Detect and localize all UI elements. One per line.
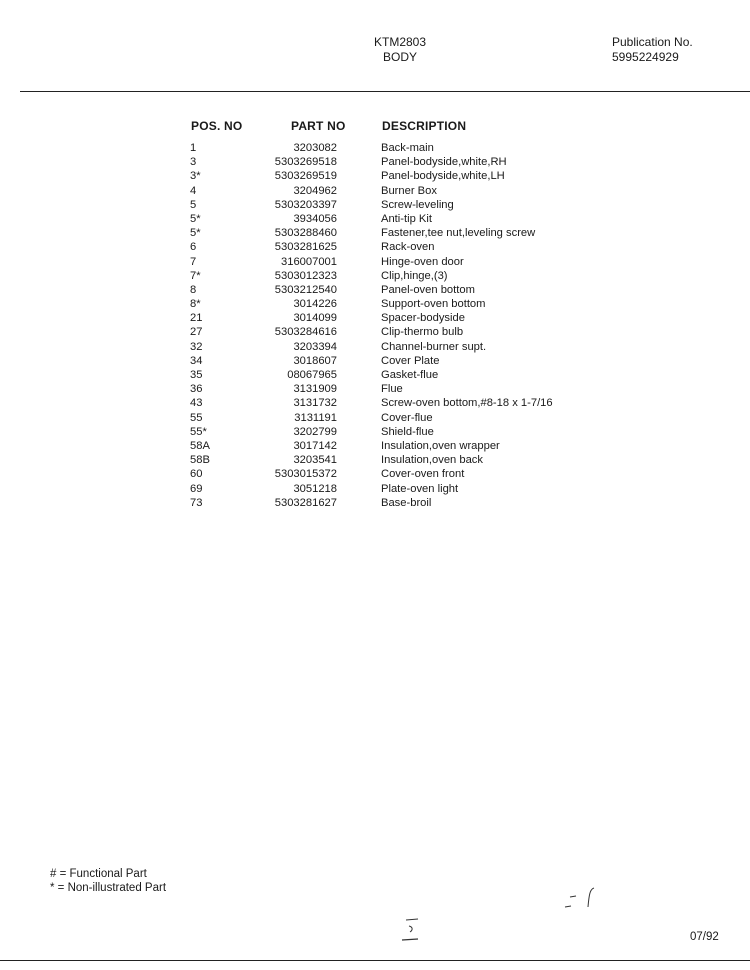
pos-cell: 43 bbox=[190, 397, 203, 410]
table-row bbox=[190, 467, 610, 481]
pos-cell: 4 bbox=[190, 184, 197, 197]
description-cell: Screw-leveling bbox=[381, 198, 454, 211]
table-row bbox=[190, 155, 610, 169]
part-number-cell: 5303288460 bbox=[274, 227, 337, 240]
part-number-cell: 5303269519 bbox=[274, 170, 337, 183]
header-divider bbox=[20, 91, 750, 92]
part-number-cell: 3203082 bbox=[293, 142, 337, 154]
table-row bbox=[190, 212, 610, 226]
part-number-cell: 5303015372 bbox=[274, 468, 337, 481]
column-header-part: PART NO bbox=[291, 119, 346, 133]
pos-cell: 5* bbox=[190, 227, 201, 240]
description-cell: Base-broil bbox=[381, 496, 432, 509]
pos-cell: 5* bbox=[190, 212, 201, 225]
table-row bbox=[190, 169, 610, 183]
part-number-cell: 5303281627 bbox=[274, 496, 337, 509]
pos-cell: 35 bbox=[190, 369, 203, 381]
description-cell: Back-main bbox=[381, 142, 434, 154]
table-row bbox=[190, 425, 610, 439]
description-cell: Cover Plate bbox=[381, 354, 440, 367]
scan-mark-right bbox=[562, 885, 602, 915]
description-cell: Insulation,oven wrapper bbox=[381, 439, 500, 452]
pos-cell: 73 bbox=[190, 496, 203, 509]
part-number-cell: 3203541 bbox=[293, 454, 337, 467]
pos-cell: 7 bbox=[190, 255, 197, 268]
description-cell: Hinge-oven door bbox=[381, 255, 464, 268]
footer-date: 07/92 bbox=[690, 931, 719, 943]
part-number-cell: 5303203397 bbox=[274, 198, 337, 211]
table-row bbox=[190, 482, 610, 496]
pos-cell: 58B bbox=[190, 454, 210, 467]
table-row bbox=[190, 198, 610, 212]
table-row bbox=[190, 283, 610, 297]
table-row bbox=[190, 325, 610, 339]
pos-cell: 55* bbox=[190, 425, 207, 438]
part-number-cell: 3203394 bbox=[293, 340, 337, 353]
table-row bbox=[190, 453, 610, 467]
part-number-cell: 3017142 bbox=[293, 439, 337, 452]
table-row bbox=[190, 368, 610, 382]
pos-cell: 60 bbox=[190, 468, 203, 481]
pos-cell: 3 bbox=[190, 156, 197, 169]
description-cell: Anti-tip Kit bbox=[381, 212, 432, 225]
section-title: BODY bbox=[382, 50, 417, 64]
pos-cell: 27 bbox=[190, 326, 203, 339]
pos-cell: 34 bbox=[190, 354, 203, 367]
description-cell: Insulation,oven back bbox=[381, 454, 483, 467]
part-number-cell: 5303012323 bbox=[274, 269, 337, 282]
parts-table bbox=[190, 141, 610, 510]
scan-mark-left bbox=[398, 915, 424, 943]
pos-cell: 8* bbox=[190, 298, 201, 311]
pos-cell: 58A bbox=[190, 439, 210, 452]
header-model-block bbox=[340, 35, 460, 65]
table-row bbox=[190, 496, 610, 510]
table-row bbox=[190, 141, 610, 155]
part-number-cell: 3014226 bbox=[293, 298, 337, 311]
table-row bbox=[190, 439, 610, 453]
part-number-cell: 5303212540 bbox=[274, 283, 337, 296]
part-number-cell: 5303284616 bbox=[274, 326, 337, 339]
model-number: KTM2803 bbox=[373, 35, 427, 49]
table-row bbox=[190, 184, 610, 198]
table-row bbox=[190, 240, 610, 254]
description-cell: Cover-flue bbox=[381, 411, 433, 424]
column-header-pos: POS. NO bbox=[191, 119, 243, 133]
publication-block bbox=[612, 35, 693, 65]
publication-number: 5995224929 bbox=[612, 50, 679, 64]
description-cell: Panel-bodyside,white,LH bbox=[381, 170, 505, 183]
pos-cell: 55 bbox=[190, 411, 203, 424]
part-number-cell: 316007001 bbox=[281, 255, 337, 268]
part-number-cell: 08067965 bbox=[287, 369, 337, 381]
part-number-cell: 3131191 bbox=[294, 411, 337, 424]
description-cell: Fastener,tee nut,leveling screw bbox=[381, 227, 536, 240]
pos-cell: 8 bbox=[190, 283, 197, 296]
description-cell: Plate-oven light bbox=[381, 482, 459, 495]
pos-cell: 32 bbox=[190, 340, 203, 353]
footer-divider bbox=[0, 960, 750, 961]
description-cell: Screw-oven bottom,#8-18 x 1-7/16 bbox=[381, 397, 553, 410]
table-row bbox=[190, 382, 610, 396]
part-number-cell: 5303269518 bbox=[274, 156, 337, 169]
description-cell: Rack-oven bbox=[381, 241, 435, 254]
part-number-cell: 3131909 bbox=[293, 383, 337, 396]
part-number-cell: 3014099 bbox=[293, 312, 337, 325]
table-row bbox=[190, 255, 610, 269]
publication-label: Publication No. bbox=[612, 35, 693, 49]
description-cell: Channel-burner supt. bbox=[381, 340, 487, 353]
part-number-cell: 3202799 bbox=[293, 425, 337, 438]
part-number-cell: 3051218 bbox=[293, 482, 337, 495]
pos-cell: 1 bbox=[190, 142, 197, 154]
table-row bbox=[190, 396, 610, 410]
description-cell: Cover-oven front bbox=[381, 468, 465, 481]
description-cell: Flue bbox=[381, 383, 403, 396]
pos-cell: 36 bbox=[190, 383, 203, 396]
description-cell: Panel-oven bottom bbox=[381, 283, 475, 296]
part-number-cell: 3131732 bbox=[293, 397, 337, 410]
description-cell: Gasket-flue bbox=[381, 369, 439, 381]
table-row bbox=[190, 340, 610, 354]
description-cell: Panel-bodyside,white,RH bbox=[381, 156, 507, 169]
table-row bbox=[190, 269, 610, 283]
pos-cell: 7* bbox=[190, 269, 201, 282]
pos-cell: 21 bbox=[190, 312, 203, 325]
part-number-cell: 3018607 bbox=[293, 354, 337, 367]
description-cell: Clip-thermo bulb bbox=[381, 326, 464, 339]
table-row bbox=[190, 311, 610, 325]
description-cell: Clip,hinge,(3) bbox=[381, 269, 448, 282]
part-number-cell: 3934056 bbox=[293, 212, 337, 225]
description-cell: Shield-flue bbox=[381, 425, 434, 438]
pos-cell: 69 bbox=[190, 482, 203, 495]
table-row bbox=[190, 354, 610, 368]
table-row bbox=[190, 297, 610, 311]
column-header-description: DESCRIPTION bbox=[382, 119, 467, 133]
pos-cell: 6 bbox=[190, 241, 197, 254]
table-row bbox=[190, 226, 610, 240]
legend bbox=[50, 867, 166, 895]
part-number-cell: 5303281625 bbox=[274, 241, 337, 254]
table-row bbox=[190, 411, 610, 425]
pos-cell: 5 bbox=[190, 198, 197, 211]
description-cell: Support-oven bottom bbox=[381, 298, 486, 311]
description-cell: Burner Box bbox=[381, 184, 437, 197]
legend-functional: # = Functional Part bbox=[50, 868, 147, 880]
pos-cell: 3* bbox=[190, 170, 201, 183]
description-cell: Spacer-bodyside bbox=[381, 312, 465, 325]
part-number-cell: 3204962 bbox=[293, 184, 337, 197]
legend-non-illustrated: * = Non-illustrated Part bbox=[50, 882, 167, 894]
